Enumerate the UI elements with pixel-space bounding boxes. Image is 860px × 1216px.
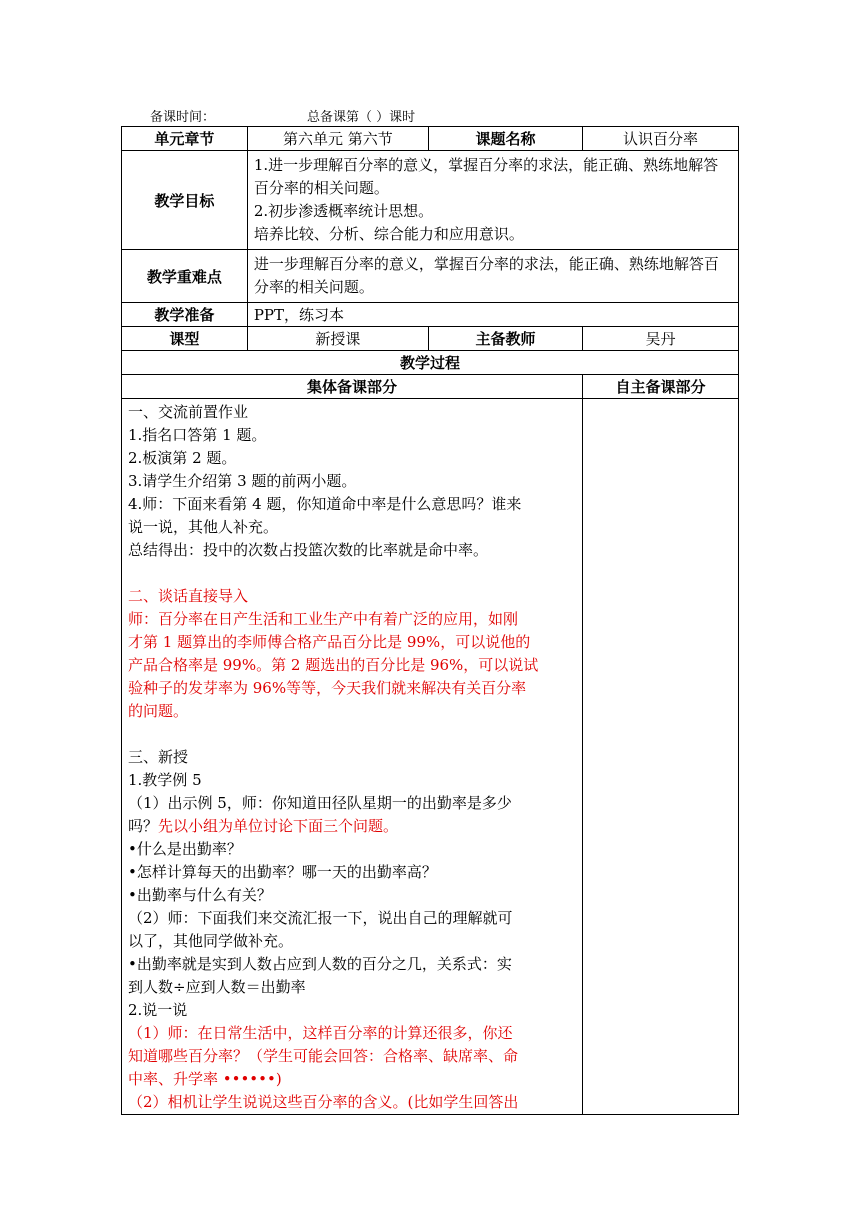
lesson-line: 总结得出：投中的次数占投篮次数的比率就是命中率。 [128, 541, 489, 559]
row-body [122, 399, 739, 1115]
lesson-line: 4.师：下面来看第 4 题，你知道命中率是什么意思吗？谁来 [128, 495, 522, 513]
prep-label: 教学准备 [122, 303, 248, 327]
goals-cell [247, 151, 738, 250]
lesson-line [128, 562, 578, 585]
row-sections [122, 375, 739, 399]
lesson-line: 中率、升学率 ••••••) [128, 1070, 282, 1088]
lesson-line [128, 723, 578, 746]
lesson-line [128, 815, 578, 838]
lesson-line: 师：百分率在日产生活和工业生产中有着广泛的应用，如刚 [128, 610, 519, 628]
topic-label: 课题名称 [428, 127, 582, 151]
lesson-line: •出勤率就是实到人数占应到人数的百分之几，关系式：实 [128, 955, 512, 973]
lesson-line: 知道哪些百分率？（学生可能会回答：合格率、缺席率、命 [128, 1047, 519, 1065]
self-content-cell [582, 399, 738, 1115]
goal-item: 2.初步渗透概率统计思想。 [253, 202, 434, 220]
topic-value: 认识百分率 [582, 127, 738, 151]
lesson-line: （1）师：在日常生活中，这样百分率的计算还很多，你还 [128, 1024, 513, 1042]
lesson-line-part: 先以小组为单位讨论下面三个问题。 [158, 817, 399, 835]
lesson-line: 1.教学例 5 [128, 771, 202, 789]
total-period-label: 总备课第（ ）课时 [307, 110, 416, 125]
lesson-line: （2）相机让学生说说这些百分率的含义。(比如学生回答出 [128, 1093, 519, 1111]
goal-item: 1.进一步理解百分率的意义，掌握百分率的求法，能正确、熟练地解答百分率的相关问题。 [253, 156, 719, 197]
prep-time-label: 备课时间： [150, 110, 216, 125]
unit-value: 第六单元 第六节 [247, 127, 428, 151]
prep-value: PPT，练习本 [247, 303, 738, 327]
lesson-line: （2）师：下面我们来交流汇报一下，说出自己的理解就可 [128, 909, 513, 927]
lesson-line: 产品合格率是 99%。第 2 题选出的百分比是 96%，可以说试 [128, 656, 539, 674]
process-label: 教学过程 [122, 351, 739, 375]
difficulty-label: 教学重难点 [122, 250, 248, 303]
lesson-plan-table [121, 126, 739, 1115]
goals-label: 教学目标 [122, 151, 248, 250]
group-content-cell [122, 399, 583, 1115]
lesson-line-part: 吗？ [128, 817, 159, 835]
lesson-line: 验种子的发芽率为 96%等等，今天我们就来解决有关百分率 [128, 679, 527, 697]
type-label: 课型 [122, 327, 248, 351]
row-process [122, 351, 739, 375]
lesson-line: •出勤率与什么有关？ [128, 886, 272, 904]
group-section-label: 集体备课部分 [122, 375, 583, 399]
row-goals [122, 151, 739, 250]
teacher-value: 吴丹 [582, 327, 738, 351]
lesson-line: 到人数÷应到人数＝出勤率 [128, 978, 306, 996]
unit-label: 单元章节 [122, 127, 248, 151]
lesson-line: 三、新授 [128, 748, 189, 766]
type-value: 新授课 [247, 327, 428, 351]
goal-item: 培养比较、分析、综合能力和应用意识。 [253, 225, 524, 243]
teacher-label: 主备教师 [428, 327, 582, 351]
lesson-line: 2.说一说 [128, 1001, 188, 1019]
lesson-line: 二、谈话直接导入 [128, 587, 249, 605]
lesson-line: 1.指名口答第 1 题。 [128, 426, 267, 444]
lesson-line: 3.请学生介绍第 3 题的前两小题。 [128, 472, 357, 490]
lesson-line: 以了，其他同学做补充。 [128, 932, 294, 950]
document-header [150, 106, 416, 125]
row-type [122, 327, 739, 351]
self-section-label: 自主备课部分 [582, 375, 738, 399]
lesson-line: •怎样计算每天的出勤率？哪一天的出勤率高？ [128, 863, 437, 881]
lesson-content [128, 401, 578, 1114]
lesson-line: 2.板演第 2 题。 [128, 449, 237, 467]
lesson-line: 一、交流前置作业 [128, 403, 249, 421]
lesson-line: 才第 1 题算出的李师傅合格产品百分比是 99%，可以说他的 [128, 633, 531, 651]
difficulty-value: 进一步理解百分率的意义，掌握百分率的求法，能正确、熟练地解答百分率的相关问题。 [247, 250, 738, 303]
lesson-line: 说一说，其他人补充。 [128, 518, 279, 536]
lesson-line: •什么是出勤率？ [128, 840, 242, 858]
row-difficulty [122, 250, 739, 303]
lesson-line: （1）出示例 5，师：你知道田径队星期一的出勤率是多少 [128, 794, 512, 812]
row-unit [122, 127, 739, 151]
lesson-line: 的问题。 [128, 702, 189, 720]
row-prep [122, 303, 739, 327]
